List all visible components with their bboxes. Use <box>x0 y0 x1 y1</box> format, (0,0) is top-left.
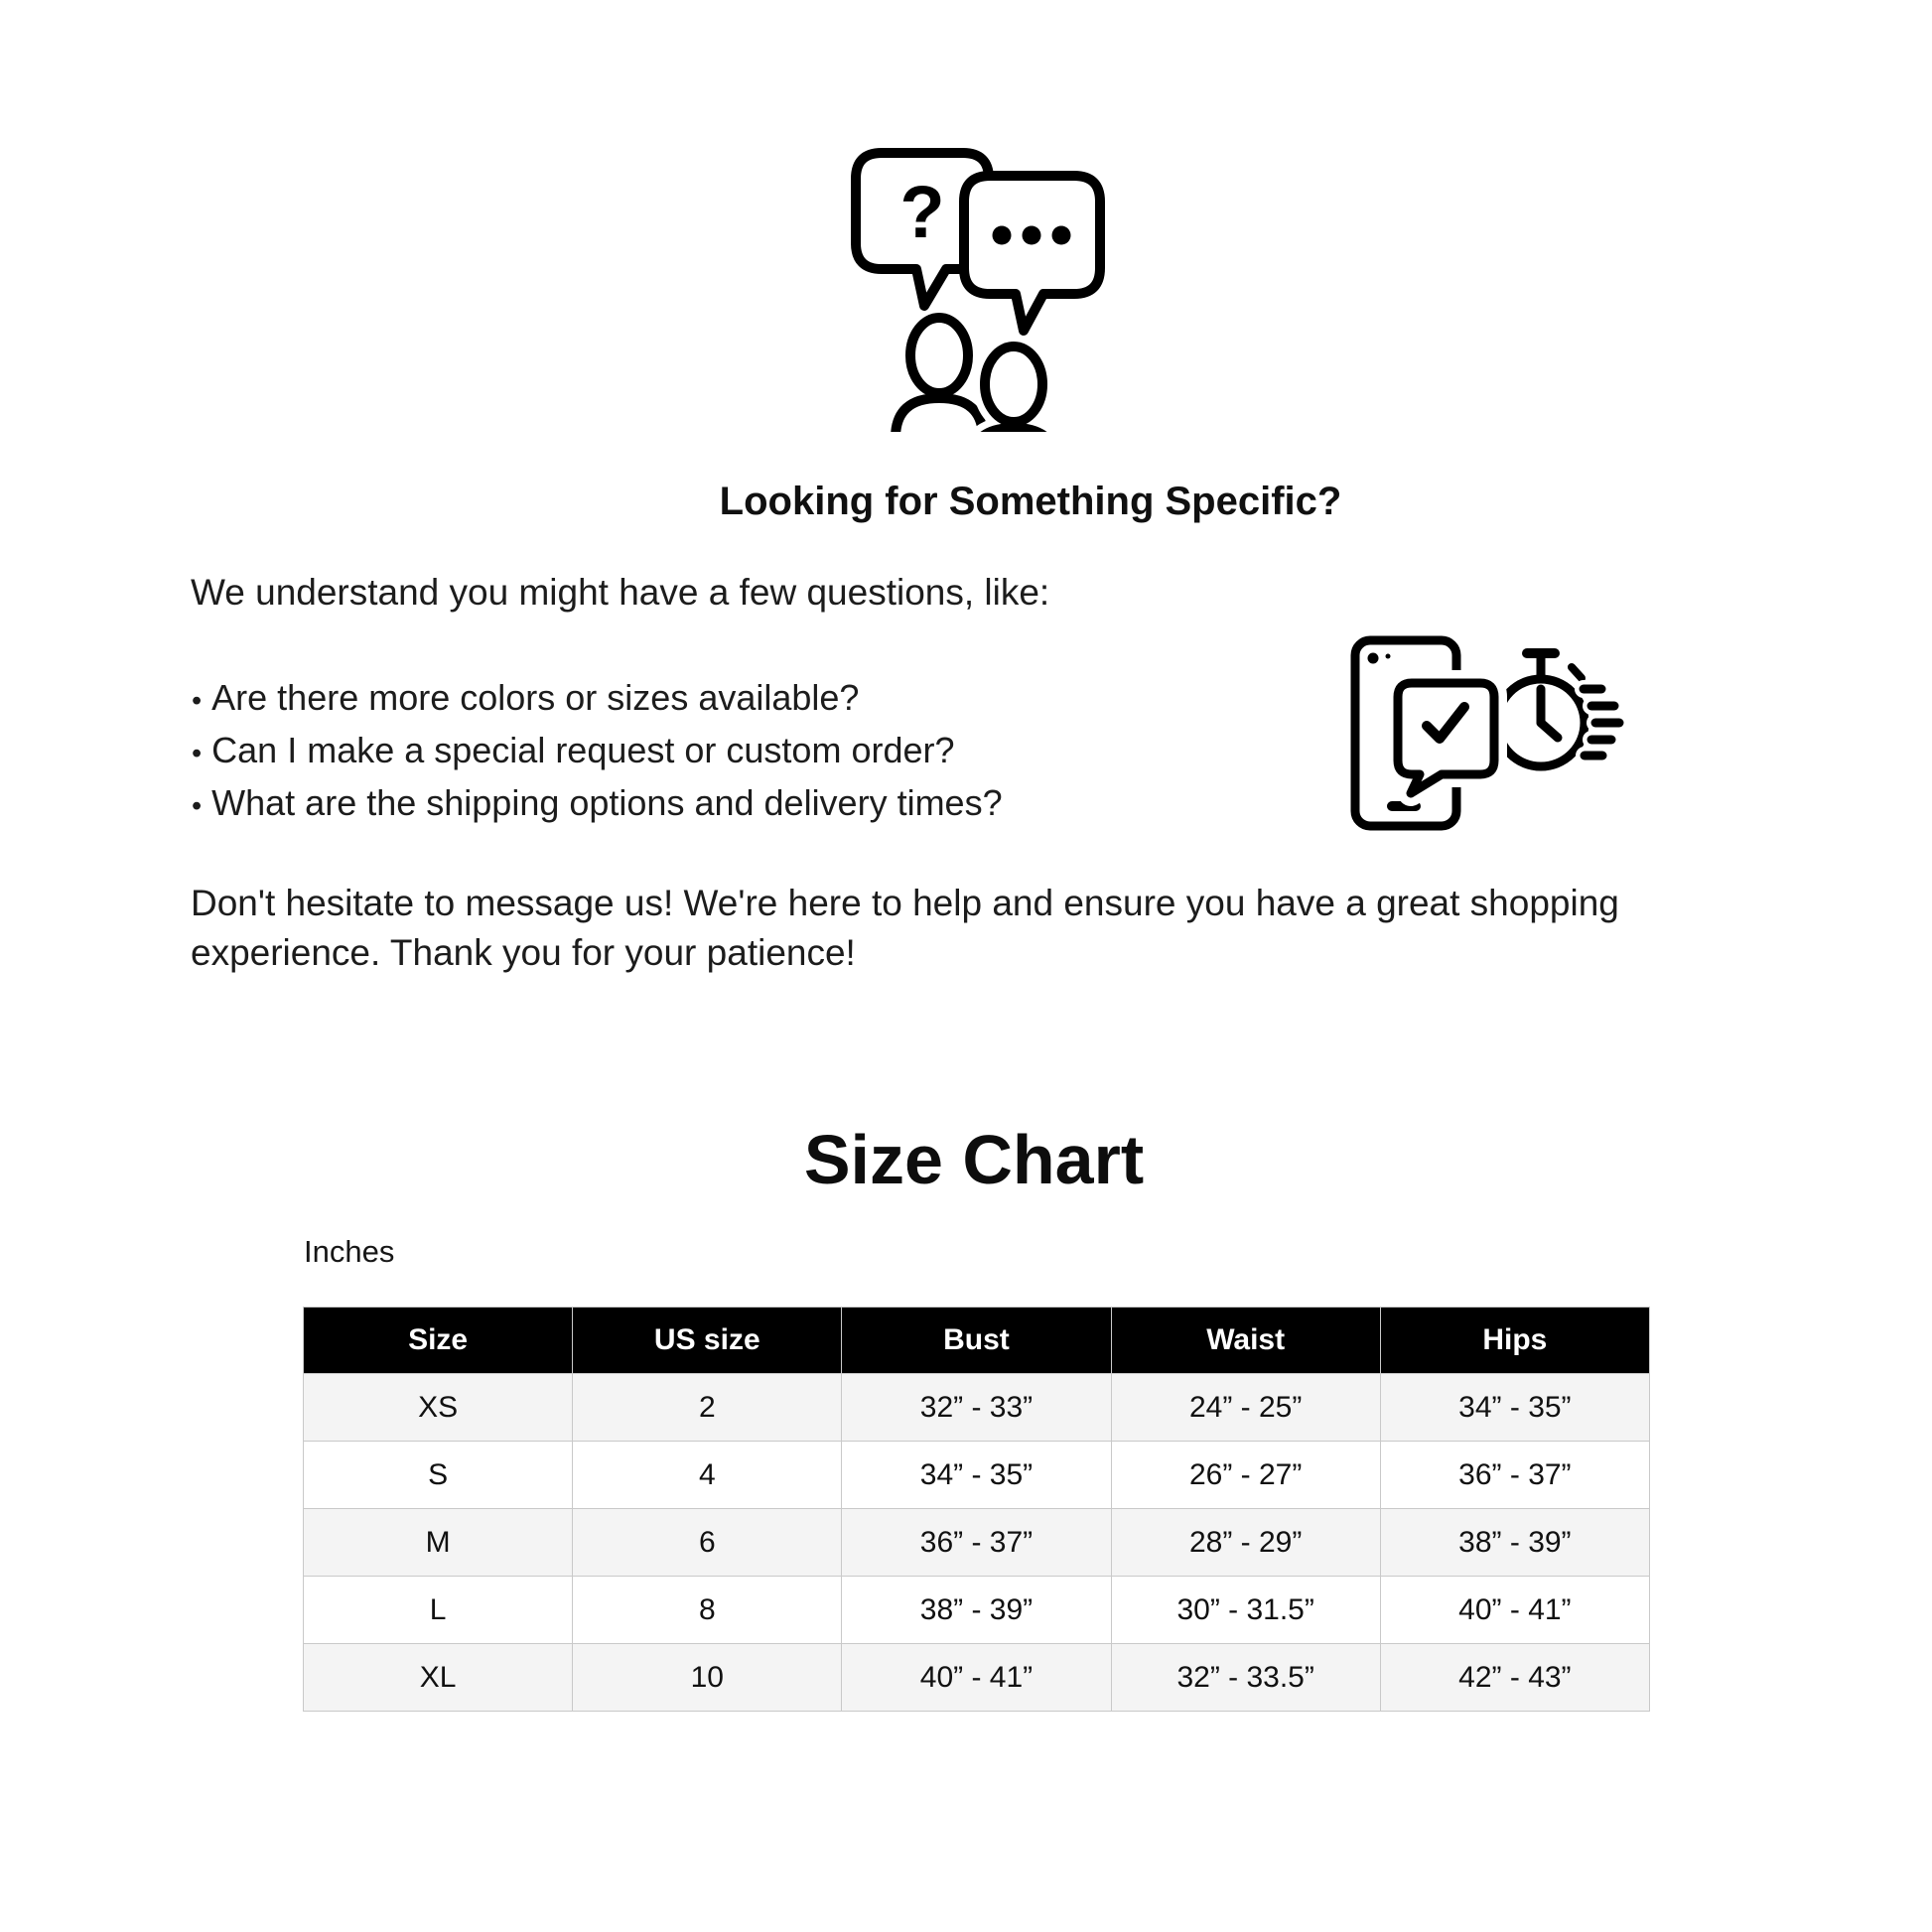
intro-text: We understand you might have a few questions, like: <box>191 572 1050 613</box>
cell-us-size: 6 <box>573 1509 842 1577</box>
questions-list <box>192 673 1003 831</box>
cell-waist: 30” - 31.5” <box>1111 1577 1380 1644</box>
bullet-marker: • <box>192 685 203 717</box>
cell-hips: 40” - 41” <box>1380 1577 1649 1644</box>
col-header-hips: Hips <box>1380 1308 1649 1374</box>
size-chart-table <box>303 1307 1650 1712</box>
cell-waist: 32” - 33.5” <box>1111 1644 1380 1712</box>
size-chart-title: Size Chart <box>803 1121 1145 1198</box>
cell-size: L <box>304 1577 573 1644</box>
size-row-xs <box>304 1374 1650 1442</box>
col-header-us-size: US size <box>573 1308 842 1374</box>
cell-us-size: 2 <box>573 1374 842 1442</box>
cell-size: M <box>304 1509 573 1577</box>
question-text: Can I make a special request or custom order? <box>211 730 955 770</box>
cell-size: S <box>304 1442 573 1509</box>
cell-size: XL <box>304 1644 573 1712</box>
question-mark-glyph: ? <box>899 171 945 253</box>
question-item <box>192 673 1003 726</box>
stopwatch-icon <box>1497 653 1585 766</box>
cell-us-size: 8 <box>573 1577 842 1644</box>
cell-waist: 26” - 27” <box>1111 1442 1380 1509</box>
cell-us-size: 10 <box>573 1644 842 1712</box>
person-left-icon <box>896 318 983 432</box>
col-header-bust: Bust <box>842 1308 1111 1374</box>
chat-discussion-icon <box>849 139 1107 432</box>
bullet-marker: • <box>192 790 203 822</box>
cell-bust: 34” - 35” <box>842 1442 1111 1509</box>
cell-hips: 34” - 35” <box>1380 1374 1649 1442</box>
cell-bust: 32” - 33” <box>842 1374 1111 1442</box>
question-item <box>192 778 1003 831</box>
cell-size: XS <box>304 1374 573 1442</box>
bullet-marker: • <box>192 738 203 769</box>
cell-hips: 38” - 39” <box>1380 1509 1649 1577</box>
size-row-m <box>304 1509 1650 1577</box>
cell-bust: 40” - 41” <box>842 1644 1111 1712</box>
typing-dots <box>993 226 1071 245</box>
closing-text: Don't hesitate to message us! We're here to help and ensure you have a great shopping experience. Thank you for your patience! <box>191 883 1619 973</box>
cell-us-size: 4 <box>573 1442 842 1509</box>
question-item <box>192 726 1003 778</box>
dots-bubble <box>964 176 1100 331</box>
page-title: Looking for Something Specific? <box>719 480 1342 523</box>
size-row-l <box>304 1577 1650 1644</box>
cell-waist: 28” - 29” <box>1111 1509 1380 1577</box>
unit-label: Inches <box>304 1234 395 1269</box>
size-chart-header <box>304 1308 1650 1374</box>
size-chart-body <box>304 1374 1650 1712</box>
col-header-waist: Waist <box>1111 1308 1380 1374</box>
col-header-size: Size <box>304 1308 573 1374</box>
cell-hips: 36” - 37” <box>1380 1442 1649 1509</box>
size-row-xl <box>304 1644 1650 1712</box>
cell-bust: 38” - 39” <box>842 1577 1111 1644</box>
cell-bust: 36” - 37” <box>842 1509 1111 1577</box>
message-check-bubble-icon <box>1398 683 1494 793</box>
speed-lines-icon <box>1584 689 1619 756</box>
question-text: What are the shipping options and delivery times? <box>211 782 1003 823</box>
question-text: Are there more colors or sizes available? <box>211 677 860 718</box>
size-row-s <box>304 1442 1650 1509</box>
message-response-time-icon <box>1345 631 1633 840</box>
cell-waist: 24” - 25” <box>1111 1374 1380 1442</box>
cell-hips: 42” - 43” <box>1380 1644 1649 1712</box>
